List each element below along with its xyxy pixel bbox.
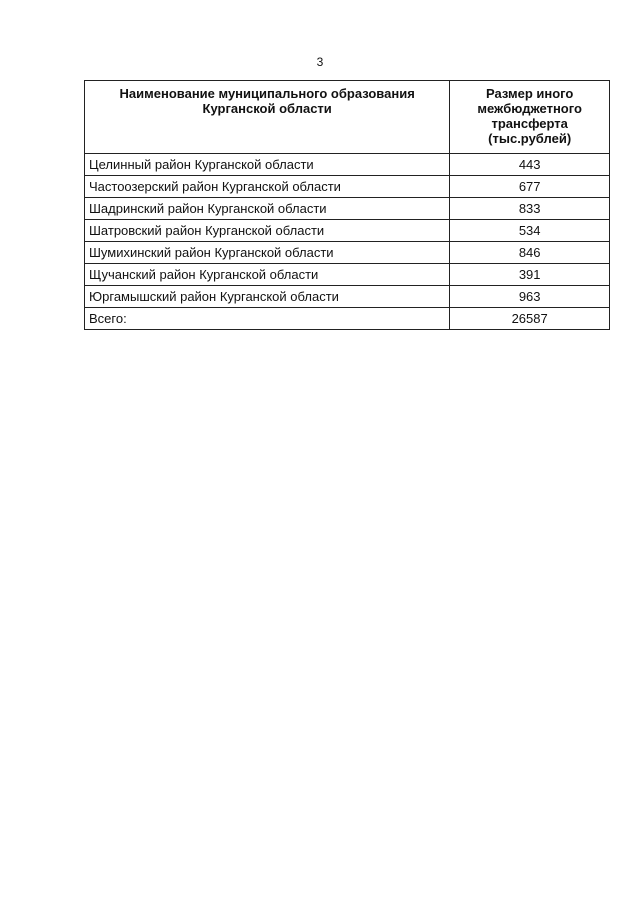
transfer-amount-cell: 534	[450, 220, 610, 242]
municipality-name-cell: Частоозерский район Курганской области	[85, 176, 450, 198]
page-number: 3	[316, 55, 324, 69]
table-row	[85, 286, 610, 308]
table-row	[85, 154, 610, 176]
municipality-name-cell: Целинный район Курганской области	[85, 154, 450, 176]
transfer-amount-cell: 846	[450, 242, 610, 264]
municipality-name-cell: Юргамышский район Курганской области	[85, 286, 450, 308]
total-label-cell: Всего:	[85, 308, 450, 330]
transfer-amount-cell: 677	[450, 176, 610, 198]
table-header-row	[85, 81, 610, 154]
column-header-municipality: Наименование муниципального образования Курганской области	[85, 81, 450, 154]
municipality-name-cell: Щучанский район Курганской области	[85, 264, 450, 286]
table-row	[85, 176, 610, 198]
transfer-table	[84, 80, 610, 330]
municipality-name-cell: Шумихинский район Курганской области	[85, 242, 450, 264]
transfer-amount-cell: 391	[450, 264, 610, 286]
table-total-row	[85, 308, 610, 330]
transfer-amount-cell: 443	[450, 154, 610, 176]
transfer-amount-cell: 833	[450, 198, 610, 220]
table-row	[85, 242, 610, 264]
total-amount-cell: 26587	[450, 308, 610, 330]
table-row	[85, 220, 610, 242]
municipality-name-cell: Шадринский район Курганской области	[85, 198, 450, 220]
municipality-name-cell: Шатровский район Курганской области	[85, 220, 450, 242]
table-row	[85, 198, 610, 220]
column-header-transfer-amount: Размер иного межбюджетного трансферта (тыс.рублей)	[450, 81, 610, 154]
transfer-amount-cell: 963	[450, 286, 610, 308]
table-row	[85, 264, 610, 286]
